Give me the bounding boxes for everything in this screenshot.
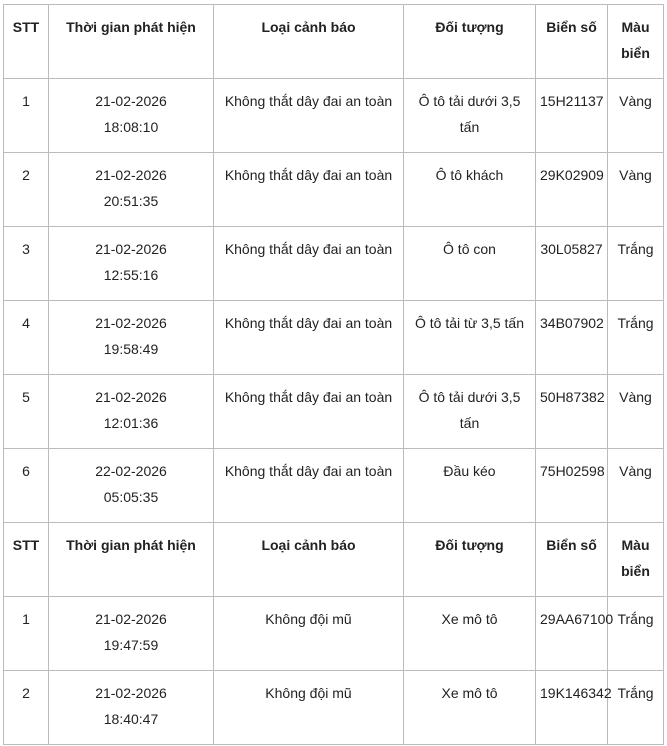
- cell-stt: 1: [4, 79, 49, 153]
- cell-plate-number: 30L05827: [536, 227, 608, 301]
- cell-vehicle-type: Ô tô khách: [404, 153, 536, 227]
- header-stt: STT: [4, 5, 49, 79]
- cell-stt: 3: [4, 227, 49, 301]
- cell-plate-color: Trắng: [608, 597, 664, 671]
- cell-date: 21-02-2026: [95, 611, 167, 627]
- cell-time: 18:08:10: [103, 119, 159, 135]
- table-row: [4, 301, 664, 375]
- header-plate: Biển số: [536, 523, 608, 597]
- cell-date: 21-02-2026: [95, 167, 167, 183]
- cell-warning-type: Không thắt dây đai an toàn: [214, 375, 404, 449]
- cell-time: 12:01:36: [103, 415, 159, 431]
- header-object: Đối tượng: [404, 5, 536, 79]
- header-object: Đối tượng: [404, 523, 536, 597]
- table-row: [4, 79, 664, 153]
- table-row: [4, 449, 664, 523]
- cell-plate-number: 29K02909: [536, 153, 608, 227]
- cell-warning-type: Không thắt dây đai an toàn: [214, 79, 404, 153]
- cell-stt: 1: [4, 597, 49, 671]
- header-type: Loại cảnh báo: [214, 5, 404, 79]
- table-row: [4, 375, 664, 449]
- cell-plate-number: 34B07902: [536, 301, 608, 375]
- cell-vehicle-type: Đầu kéo: [404, 449, 536, 523]
- header-time: Thời gian phát hiện: [49, 5, 214, 79]
- cell-time: 05:05:35: [103, 489, 159, 505]
- cell-stt: 2: [4, 153, 49, 227]
- cell-vehicle-type: Ô tô tải từ 3,5 tấn: [404, 301, 536, 375]
- cell-time: 18:40:47: [103, 711, 159, 727]
- cell-time: 12:55:16: [103, 267, 159, 283]
- cell-vehicle-type: Ô tô tải dưới 3,5 tấn: [404, 79, 536, 153]
- cell-plate-color: Trắng: [608, 227, 664, 301]
- cell-detection-time: [49, 79, 214, 153]
- cell-date: 21-02-2026: [95, 389, 167, 405]
- cell-plate-number: 75H02598: [536, 449, 608, 523]
- table-row: [4, 227, 664, 301]
- cell-vehicle-type: Ô tô con: [404, 227, 536, 301]
- cell-stt: 5: [4, 375, 49, 449]
- cell-time: 19:58:49: [103, 341, 159, 357]
- cell-date: 22-02-2026: [95, 463, 167, 479]
- cell-detection-time: [49, 449, 214, 523]
- cell-date: 21-02-2026: [95, 315, 167, 331]
- cell-warning-type: Không thắt dây đai an toàn: [214, 227, 404, 301]
- cell-time: 20:51:35: [103, 193, 159, 209]
- violations-table: [3, 4, 664, 745]
- cell-vehicle-type: Xe mô tô: [404, 597, 536, 671]
- cell-warning-type: Không thắt dây đai an toàn: [214, 449, 404, 523]
- cell-warning-type: Không đội mũ: [214, 597, 404, 671]
- cell-warning-type: Không thắt dây đai an toàn: [214, 153, 404, 227]
- cell-detection-time: [49, 671, 214, 745]
- cell-detection-time: [49, 597, 214, 671]
- table-row: [4, 597, 664, 671]
- cell-time: 19:47:59: [103, 637, 159, 653]
- table2-header-row: [4, 523, 664, 597]
- cell-plate-color: Trắng: [608, 671, 664, 745]
- table-row: [4, 671, 664, 745]
- cell-detection-time: [49, 227, 214, 301]
- header-time: Thời gian phát hiện: [49, 523, 214, 597]
- cell-plate-color: Vàng: [608, 153, 664, 227]
- header-color: Màu biển: [608, 523, 664, 597]
- cell-detection-time: [49, 153, 214, 227]
- cell-plate-color: Vàng: [608, 79, 664, 153]
- cell-stt: 2: [4, 671, 49, 745]
- cell-warning-type: Không đội mũ: [214, 671, 404, 745]
- cell-plate-color: Vàng: [608, 375, 664, 449]
- cell-stt: 6: [4, 449, 49, 523]
- table1-header-row: [4, 5, 664, 79]
- cell-plate-number: 50H87382: [536, 375, 608, 449]
- cell-plate-number: 29AA67100: [536, 597, 608, 671]
- header-plate: Biển số: [536, 5, 608, 79]
- cell-warning-type: Không thắt dây đai an toàn: [214, 301, 404, 375]
- cell-plate-number: 19K146342: [536, 671, 608, 745]
- header-stt: STT: [4, 523, 49, 597]
- cell-detection-time: [49, 375, 214, 449]
- cell-date: 21-02-2026: [95, 93, 167, 109]
- header-type: Loại cảnh báo: [214, 523, 404, 597]
- cell-date: 21-02-2026: [95, 685, 167, 701]
- cell-vehicle-type: Xe mô tô: [404, 671, 536, 745]
- cell-plate-number: 15H21137: [536, 79, 608, 153]
- cell-plate-color: Trắng: [608, 301, 664, 375]
- cell-date: 21-02-2026: [95, 241, 167, 257]
- cell-plate-color: Vàng: [608, 449, 664, 523]
- header-color: Màu biển: [608, 5, 664, 79]
- cell-detection-time: [49, 301, 214, 375]
- cell-stt: 4: [4, 301, 49, 375]
- cell-vehicle-type: Ô tô tải dưới 3,5 tấn: [404, 375, 536, 449]
- table-row: [4, 153, 664, 227]
- violations-table-body: [4, 5, 664, 745]
